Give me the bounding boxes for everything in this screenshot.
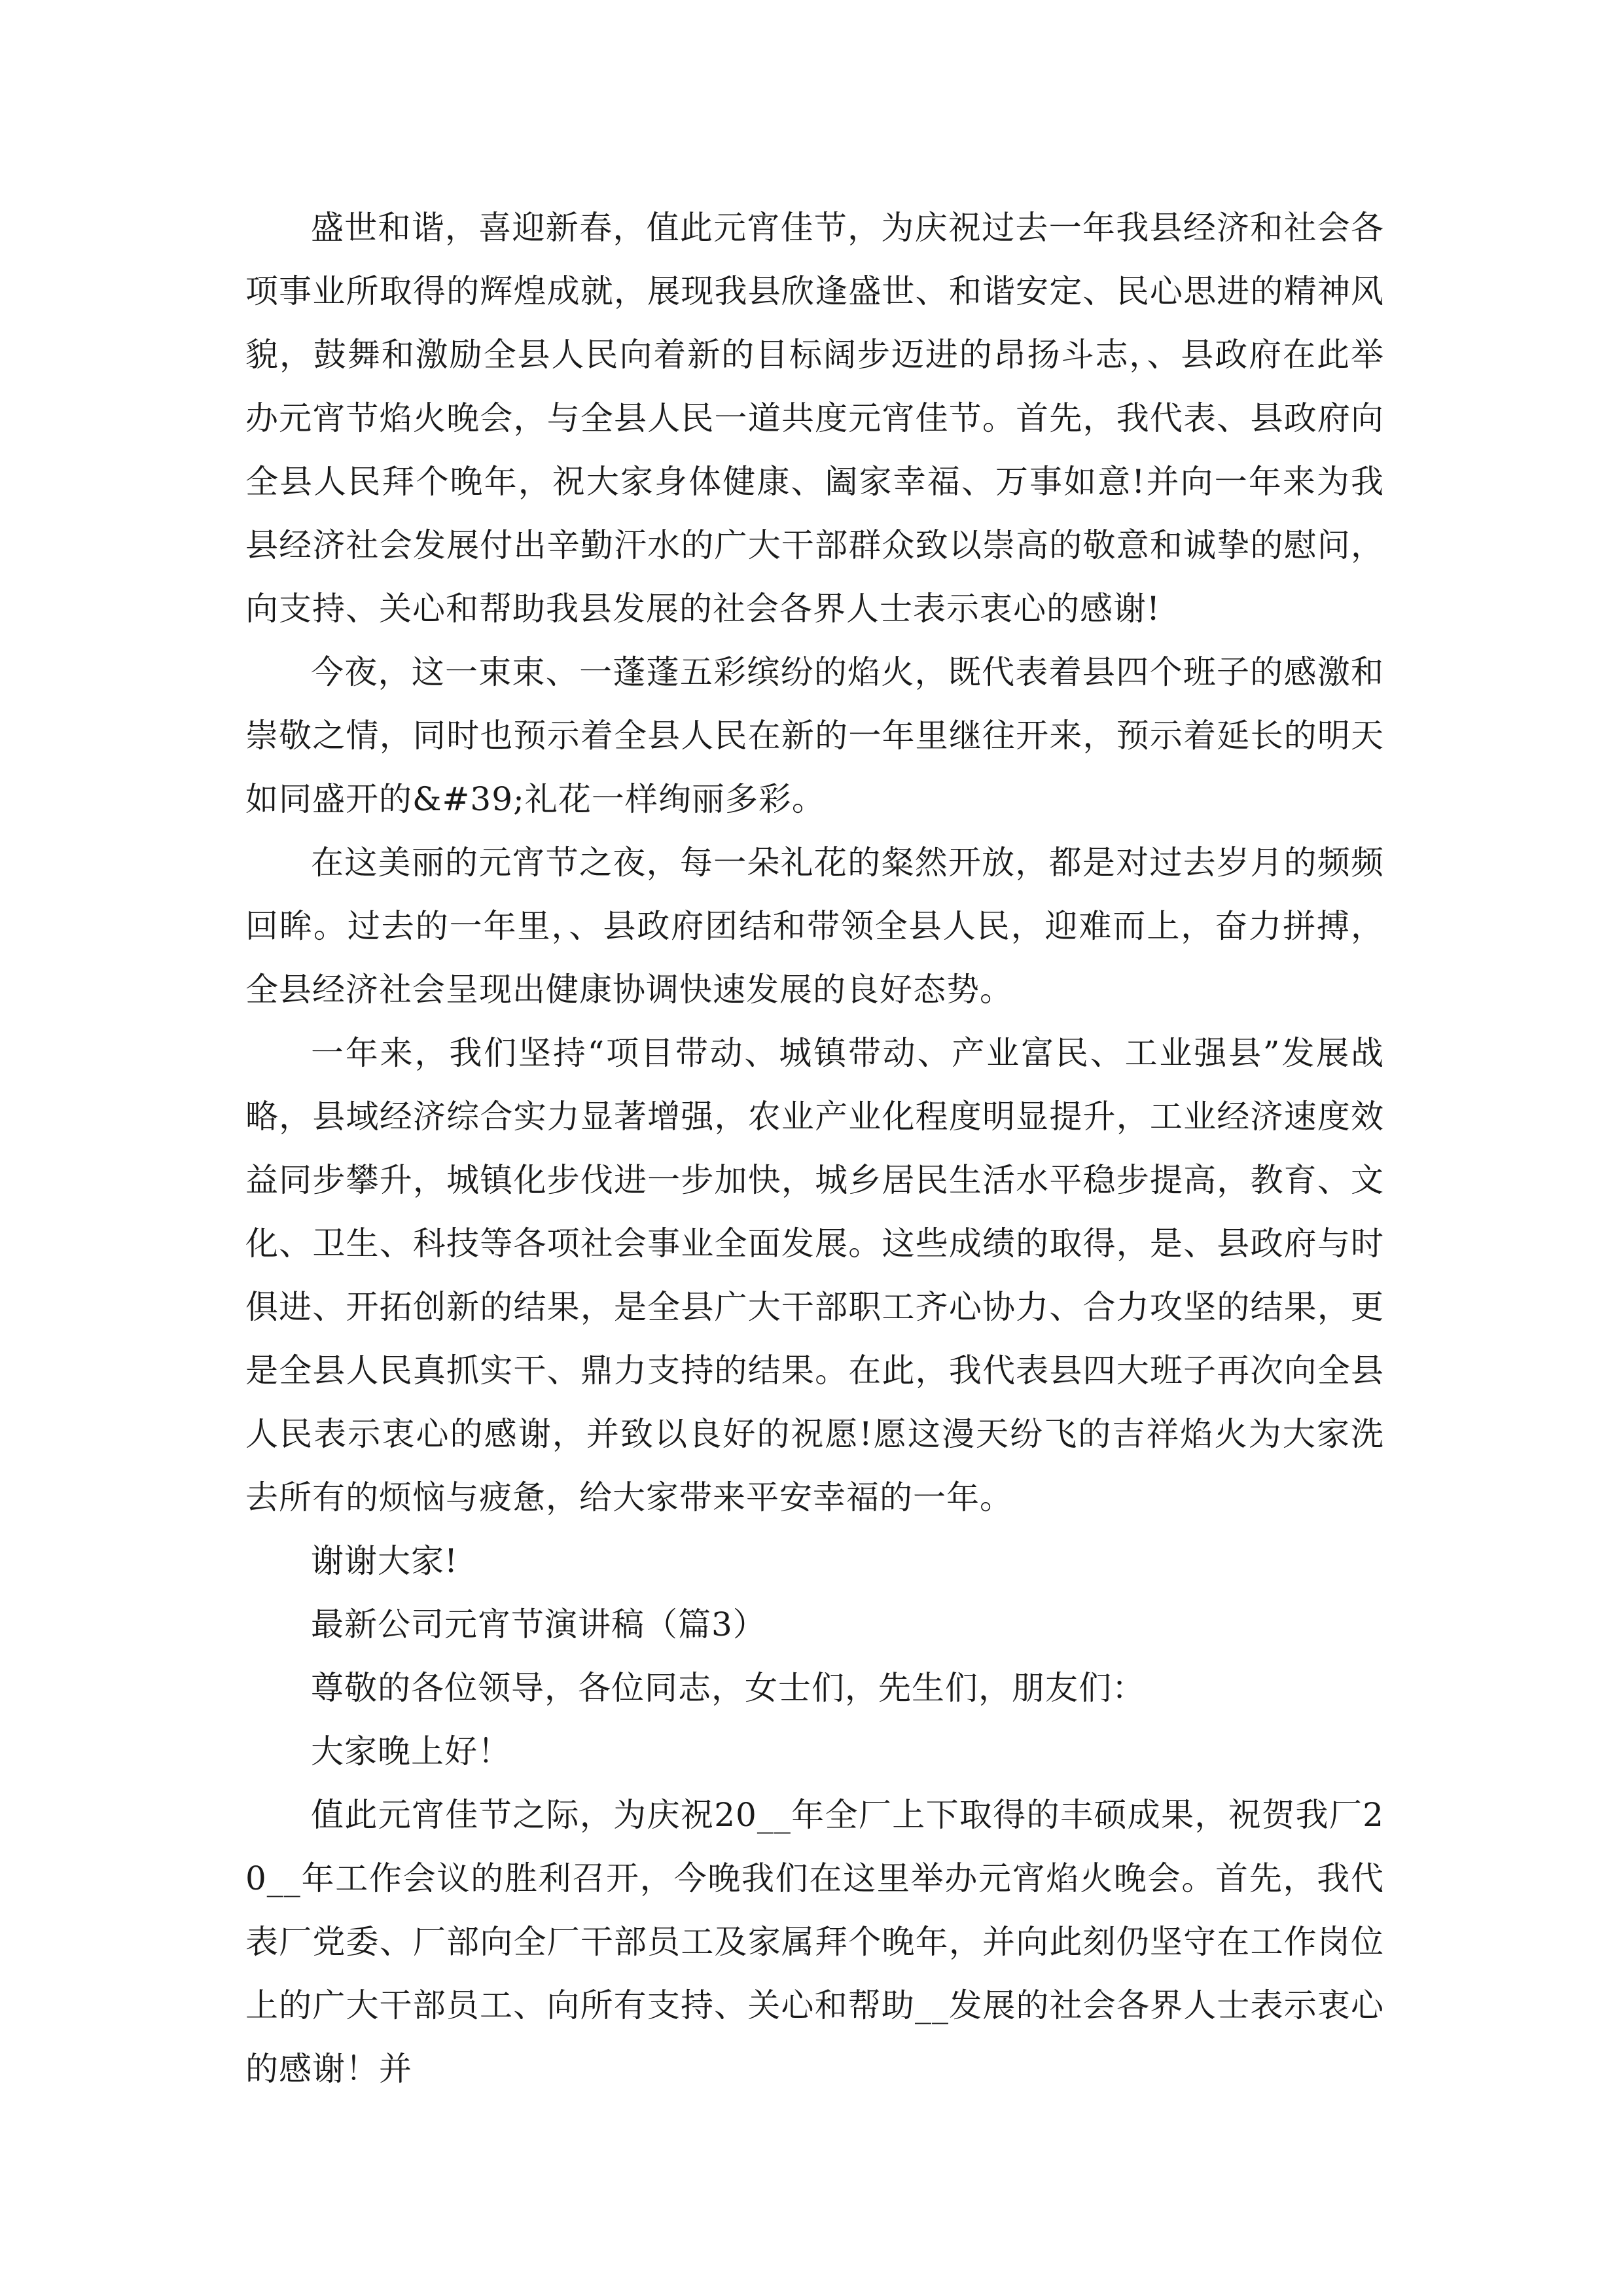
paragraph-4: 一年来，我们坚持“项目带动、城镇带动、产业富民、工业强县”发展战略，县域经济综合实力显著增强，农业产业化程度明显提升，工业经济速度效益同步攀升，城镇化步伐进一步加快，城乡居民生活水平稳步提高，教育、文化、卫生、科技等各项社会事业全面发展。这些成绩的取得，是、县政府与时俱进、开拓创新的结果，是全县广大干部职工齐心协力、合力攻坚的结果，更是全县人民真抓实干、鼎力支持的结果。在此，我代表县四大班子再次向全县人民表示衷心的感谢，并致以良好的祝愿!愿这漫天纷飞的吉祥焰火为大家洗去所有的烦恼与疲惫，给大家带来平安幸福的一年。 [245, 1034, 1384, 1516]
paragraph-9: 值此元宵佳节之际，为庆祝20__年全厂上下取得的丰硕成果，祝贺我厂20__年工作会议的胜利召开，今晚我们在这里举办元宵焰火晚会。首先，我代表厂党委、厂部向全厂干部员工及家属拜个晚年，并向此刻仍坚守在工作岗位上的广大干部员工、向所有支持、关心和帮助__发展的社会各界人士表示衷心的感谢！并 [245, 1796, 1384, 2088]
paragraph-1: 盛世和谐，喜迎新春，值此元宵佳节，为庆祝过去一年我县经济和社会各项事业所取得的辉煌成就，展现我县欣逢盛世、和谐安定、民心思进的精神风貌，鼓舞和激励全县人民向着新的目标阔步迈进的昂扬斗志，、县政府在此举办元宵节焰火晚会，与全县人民一道共度元宵佳节。首先，我代表、县政府向全县人民拜个晚年，祝大家身体健康、阖家幸福、万事如意!并向一年来为我县经济社会发展付出辛勤汗水的广大干部群众致以崇高的敬意和诚挚的慰问，向支持、关心和帮助我县发展的社会各界人士表示衷心的感谢! [245, 209, 1384, 628]
greeting: 大家晚上好！ [311, 1732, 511, 1770]
section-heading: 最新公司元宵节演讲稿（篇3） [311, 1605, 766, 1643]
closing-thanks: 谢谢大家! [311, 1542, 459, 1580]
paragraph-3: 在这美丽的元宵节之夜，每一朵礼花的粲然开放，都是对过去岁月的频频回眸。过去的一年里，、县政府团结和带领全县人民，迎难而上，奋力拼搏，全县经济社会呈现出健康协调快速发展的良好态势。 [245, 844, 1384, 1009]
paragraph-2: 今夜，这一束束、一蓬蓬五彩缤纷的焰火，既代表着县四个班子的感激和崇敬之情，同时也预示着全县人民在新的一年里继往开来，预示着延长的明天如同盛开的&#39;礼花一样绚丽多彩。 [245, 653, 1384, 818]
salutation: 尊敬的各位领导，各位同志，女士们，先生们，朋友们： [311, 1669, 1145, 1707]
document-body [245, 196, 1384, 2101]
